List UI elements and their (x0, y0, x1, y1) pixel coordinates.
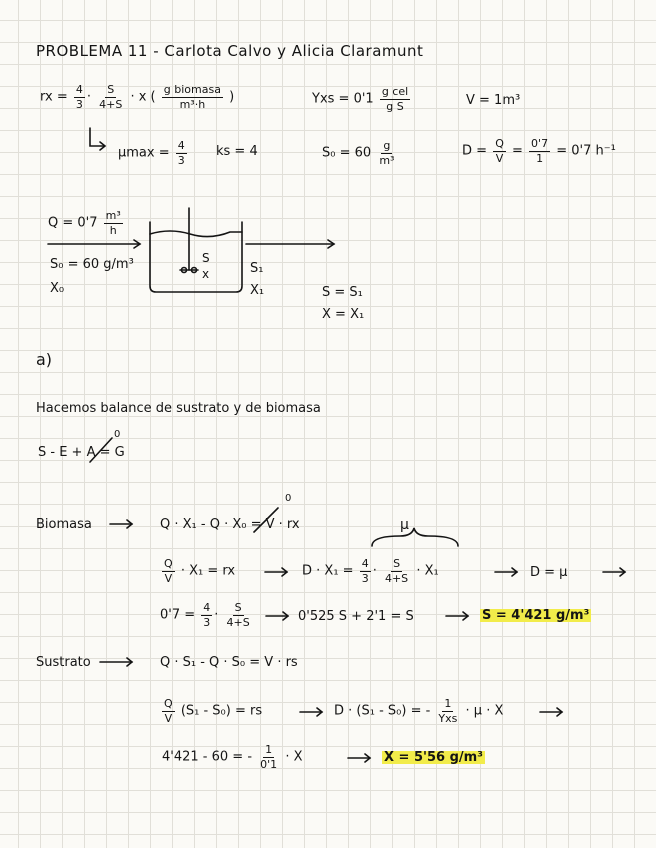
eq-x-x1: X = X₁ (322, 307, 365, 322)
biomasa-d-mu: D = μ (530, 565, 568, 580)
rate-unit: $\frac{\text{g biomasa}}{\text{m³·h}}$ (163, 83, 221, 111)
biomasa-eq3-mid: 0'525 S + 2'1 = S (298, 609, 414, 624)
rate-lhs: rx = (40, 89, 68, 105)
yield-expression: Yxs = 0'1 $\frac{\text{g cel}}{\text{g S}}$ (312, 85, 409, 113)
sustrato-label: Sustrato (36, 655, 91, 670)
volume: V = 1m³ (466, 93, 521, 108)
eq-s-s1: S = S₁ (322, 285, 363, 300)
outflow-x1: X₁ (250, 283, 265, 298)
inflow-x0: X₀ (50, 281, 65, 296)
mu-brace (372, 528, 458, 546)
biomasa-eq3: 0'7 = $\frac{4}{3}$ · $\frac{S}{4+S}$ (160, 601, 250, 629)
biomasa-zero: 0 (285, 493, 292, 504)
general-zero: 0 (114, 429, 121, 440)
mumax-expression: μmax = $\frac{4}{3}$ (118, 139, 185, 167)
rate-monod: $\frac{S}{4+S}$ (99, 83, 123, 111)
rate-tail: · x ( (130, 89, 156, 105)
outflow-s1: S₁ (250, 261, 264, 276)
sustrato-eq2-d: D · (S₁ - S₀) = - $\frac{1}{\text{Yxs}}$ · μ · X (334, 697, 504, 725)
flow-rate: Q = 0'7 $\frac{\text{m³}}{h}$ (48, 209, 121, 237)
biomasa-eq1: Q · X₁ - Q · X₀ = V · rx (160, 517, 300, 532)
reactor-x: x (202, 267, 210, 281)
inflow-s0: S₀ = 60 g/m³ (50, 257, 134, 272)
ks-value: ks = 4 (216, 144, 258, 159)
biomasa-label: Biomasa (36, 517, 92, 532)
sustrato-eq3: 4'421 - 60 = - $\frac{1}{0'1}$ · X (162, 743, 303, 771)
balance-intro: Hacemos balance de sustrato y de biomasa (36, 401, 321, 416)
page-title: PROBLEMA 11 - Carlota Calvo y Alicia Claramunt (36, 42, 424, 60)
mu-symbol: μ (400, 517, 409, 533)
section-a: a) (36, 350, 53, 369)
rate-coef: $\frac{4}{3}$ (75, 83, 83, 111)
sustrato-eq1: Q · S₁ - Q · S₀ = V · rs (160, 655, 298, 670)
biomasa-eq2: $\frac{Q}{V}$ · X₁ = rx (164, 557, 236, 585)
reactor-s: S (202, 251, 210, 265)
dilution-expression: D = $\frac{Q}{V}$ = $\frac{0'7}{1}$ = 0'7 h⁻¹ (462, 137, 616, 165)
biomasa-eq2-d: D · X₁ = $\frac{4}{3}$ · $\frac{S}{4+S}$ · X₁ (302, 557, 439, 585)
result-s: S = 4'421 g/m³ (482, 608, 590, 623)
rate-expression: rx = $\frac{4}{3}$ · $\frac{S}{4+S}$ · x ( $\frac{\text{g biomasa}}{\text{m³·h}}$ ) (40, 83, 235, 111)
general-balance: S - E + A = G (38, 445, 125, 460)
result-x: X = 5'56 g/m³ (384, 750, 483, 765)
s0-expression: S₀ = 60 $\frac{g}{\text{m³}}$ (322, 139, 395, 167)
sustrato-eq2: $\frac{Q}{V}$ (S₁ - S₀) = rs (164, 697, 263, 725)
reactor-liquid (150, 231, 242, 237)
